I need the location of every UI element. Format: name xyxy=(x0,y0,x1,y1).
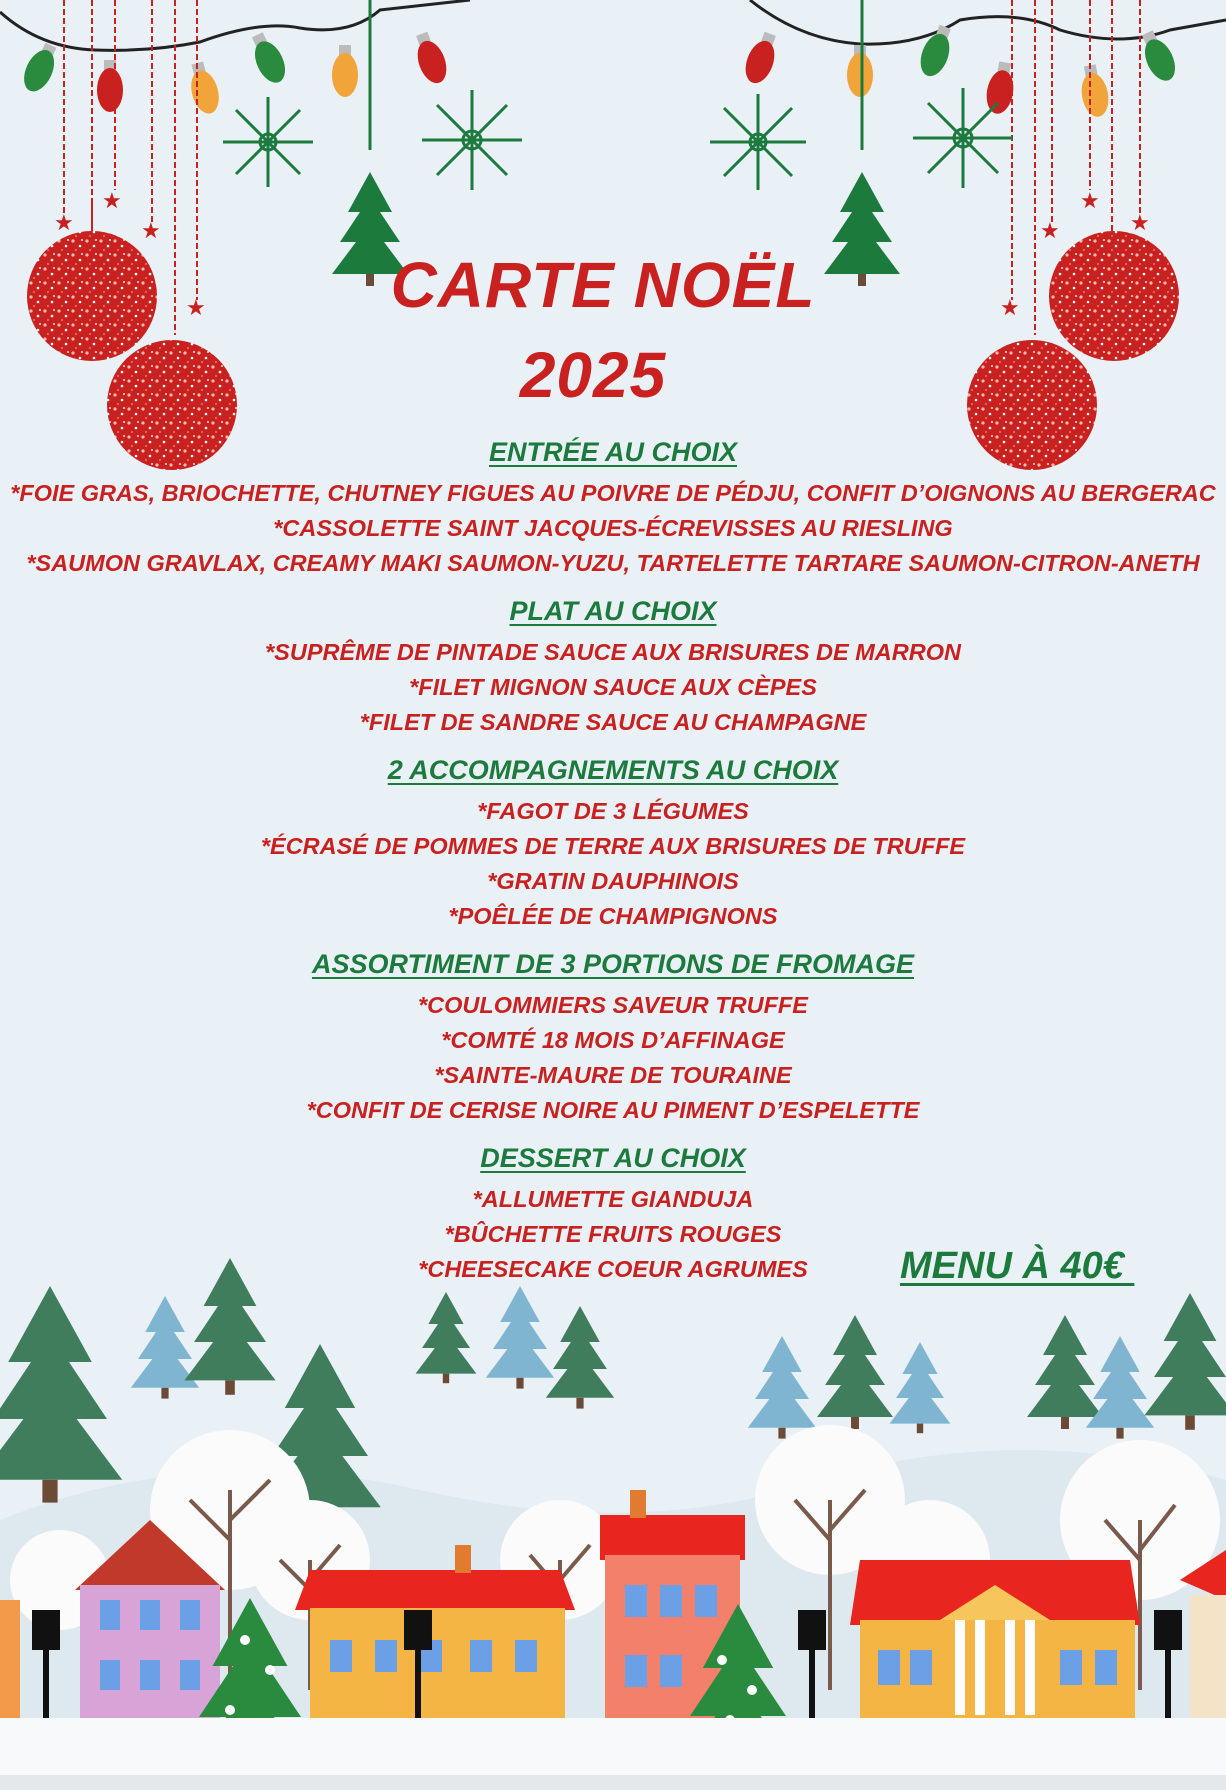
glitter-bauble-icons xyxy=(27,200,1179,470)
menu-item: *FILET MIGNON SAUCE AUX CÈPES xyxy=(409,674,817,700)
menu-item: *SUPRÊME DE PINTADE SAUCE AUX BRISURES DE MARRON xyxy=(265,639,961,665)
string-lights-left xyxy=(0,0,470,117)
svg-text:★: ★ xyxy=(1040,219,1060,244)
svg-text:★: ★ xyxy=(1080,189,1100,214)
section-heading: ENTRÉE AU CHOIX xyxy=(488,437,738,467)
menu-item: *CHEESECAKE COEUR AGRUMES xyxy=(418,1256,808,1282)
menu-item: *SAUMON GRAVLAX, CREAMY MAKI SAUMON-YUZU, TARTELETTE TARTARE SAUMON-CITRON-ANETH xyxy=(26,550,1200,576)
menu-sections xyxy=(0,432,1226,1297)
menu-item: *POÊLÉE DE CHAMPIGNONS xyxy=(448,903,778,929)
section-heading: DESSERT AU CHOIX xyxy=(480,1143,746,1173)
menu-item: *COULOMMIERS SAVEUR TRUFFE xyxy=(418,992,808,1018)
menu-item: *ALLUMETTE GIANDUJA xyxy=(472,1186,754,1212)
menu-item: *FILET DE SANDRE SAUCE AU CHAMPAGNE xyxy=(359,709,867,735)
string-lights-right xyxy=(740,0,1226,119)
section-fromage xyxy=(0,944,1226,1128)
svg-text:★: ★ xyxy=(1130,211,1150,236)
menu-item: *BÛCHETTE FRUITS ROUGES xyxy=(444,1221,782,1247)
section-accompagnements xyxy=(0,750,1226,934)
menu-item: *ÉCRASÉ DE POMMES DE TERRE AUX BRISURES DE TRUFFE xyxy=(260,833,966,859)
menu-price: MENU À 40€ xyxy=(900,1245,1135,1287)
menu-item: *FOIE GRAS, BRIOCHETTE, CHUTNEY FIGUES AU POIVRE DE PÉDJU, CONFIT D’OIGNONS AU BERGERAC xyxy=(10,480,1216,506)
svg-text:★: ★ xyxy=(141,219,161,244)
section-plat xyxy=(0,591,1226,740)
menu-item: *SAINTE-MAURE DE TOURAINE xyxy=(434,1062,792,1088)
svg-text:★: ★ xyxy=(54,211,74,236)
section-heading: PLAT AU CHOIX xyxy=(509,596,717,626)
menu-title: CARTE NOËL xyxy=(390,249,816,321)
svg-text:★: ★ xyxy=(186,296,206,321)
svg-text:★: ★ xyxy=(102,189,122,214)
menu-item: *CONFIT DE CERISE NOIRE AU PIMENT D’ESPELETTE xyxy=(306,1097,920,1123)
section-entree xyxy=(0,432,1226,581)
menu-item: *COMTÉ 18 MOIS D’AFFINAGE xyxy=(441,1027,785,1053)
section-heading: 2 ACCOMPAGNEMENTS AU CHOIX xyxy=(387,755,839,785)
menu-item: *GRATIN DAUPHINOIS xyxy=(487,868,739,894)
menu-item: *CASSOLETTE SAINT JACQUES-ÉCREVISSES AU RIESLING xyxy=(273,515,953,541)
svg-text:★: ★ xyxy=(1000,296,1020,321)
section-heading: ASSORTIMENT DE 3 PORTIONS DE FROMAGE xyxy=(311,949,915,979)
menu-item: *FAGOT DE 3 LÉGUMES xyxy=(477,798,749,824)
menu-year: 2025 xyxy=(519,339,667,411)
